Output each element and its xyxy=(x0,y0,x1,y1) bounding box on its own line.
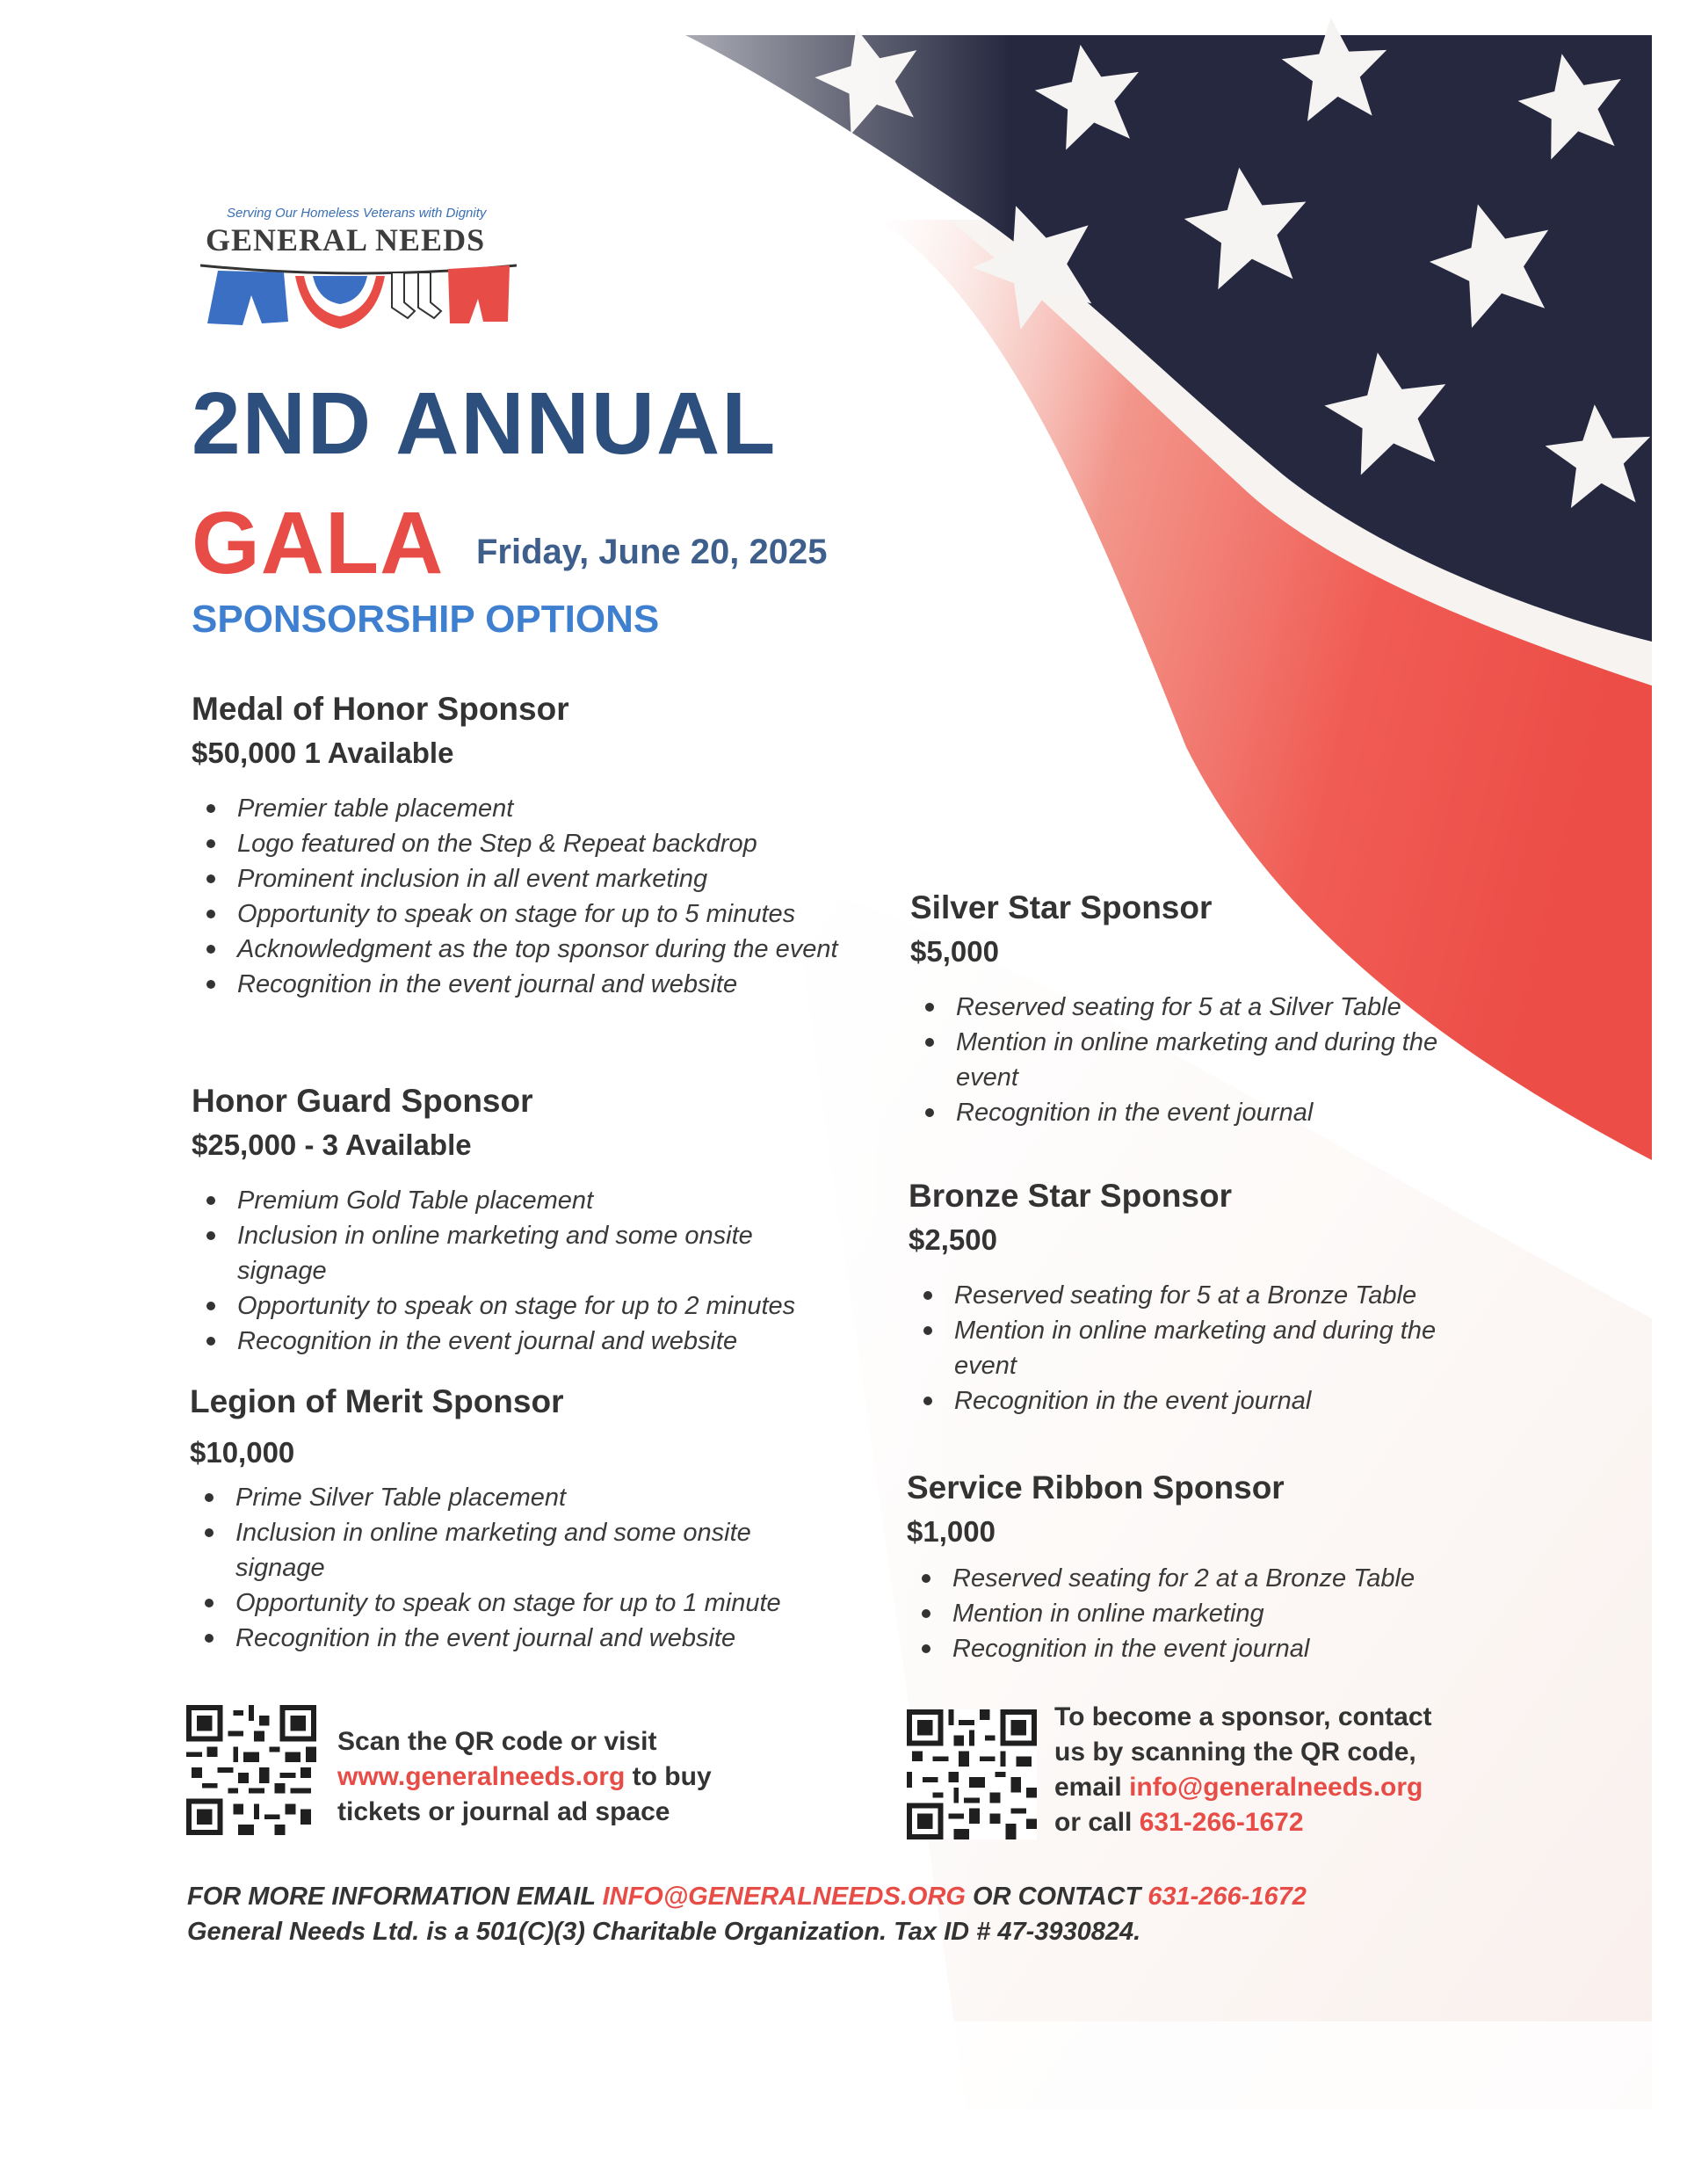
tickets-qr-text xyxy=(337,1724,777,1830)
event-title-line2: GALA xyxy=(192,494,445,592)
benefit-item: Acknowledgment as the top sponsor during the event xyxy=(237,932,842,967)
sponsor-bronze-star xyxy=(909,1178,1471,1419)
event-date: Friday, June 20, 2025 xyxy=(476,533,828,571)
sponsor-name: Service Ribbon Sponsor xyxy=(907,1469,1285,1506)
benefit-list xyxy=(192,1183,842,1359)
benefit-item: Recognition in the event journal and website xyxy=(237,967,842,1002)
contact-qr-text xyxy=(1054,1700,1476,1840)
sponsor-name: Bronze Star Sponsor xyxy=(909,1178,1232,1214)
sponsor-legion-of-merit xyxy=(190,1383,840,1656)
sponsor-name: Legion of Merit Sponsor xyxy=(190,1383,564,1419)
benefit-item: Recognition in the event journal xyxy=(956,1095,1473,1130)
benefit-item: Opportunity to speak on stage for up to 5 minutes xyxy=(237,896,842,932)
tickets-qr-prompt: Scan the QR code or visit xyxy=(337,1727,657,1756)
benefit-item: Recognition in the event journal and website xyxy=(235,1621,840,1656)
footer-legal: General Needs Ltd. is a 501(C)(3) Charitable Organization. Tax ID # 47-3930824. xyxy=(187,1918,1141,1946)
benefit-list xyxy=(907,1561,1469,1666)
benefit-item: Mention in online marketing xyxy=(952,1596,1469,1631)
benefit-item: Logo featured on the Step & Repeat backdrop xyxy=(237,826,842,861)
benefit-item: Mention in online marketing and during the event xyxy=(954,1313,1471,1383)
sponsor-service-ribbon xyxy=(907,1469,1469,1666)
benefit-item: Premium Gold Table placement xyxy=(237,1183,842,1218)
benefit-item: Mention in online marketing and during the event xyxy=(956,1025,1473,1095)
contact-line1: To become a sponsor, contact xyxy=(1054,1702,1432,1731)
benefit-list xyxy=(192,791,842,1002)
logo-name: GENERAL NEEDS xyxy=(206,222,486,258)
benefit-list xyxy=(909,1278,1471,1419)
benefit-item: Inclusion in online marketing and some onsite signage xyxy=(237,1218,842,1288)
benefit-list xyxy=(190,1480,840,1656)
sponsor-name: Silver Star Sponsor xyxy=(910,889,1213,925)
benefit-item: Reserved seating for 2 at a Bronze Table xyxy=(952,1561,1469,1596)
tickets-qr-suffix: to buy tickets or journal ad space xyxy=(337,1762,712,1826)
benefit-item: Prime Silver Table placement xyxy=(235,1480,840,1515)
sponsor-name: Medal of Honor Sponsor xyxy=(192,691,569,727)
benefit-item: Premier table placement xyxy=(237,791,842,826)
sponsorship-options-heading: SPONSORSHIP OPTIONS xyxy=(192,598,660,641)
sponsor-medal-of-honor xyxy=(192,691,842,1002)
sponsor-price: $25,000 - 3 Available xyxy=(192,1128,472,1161)
contact-phone-link[interactable]: 631-266-1672 xyxy=(1139,1808,1304,1837)
benefit-item: Opportunity to speak on stage for up to 2 minutes xyxy=(237,1288,842,1324)
website-link[interactable]: www.generalneeds.org xyxy=(337,1762,626,1791)
benefit-item: Reserved seating for 5 at a Silver Table xyxy=(956,990,1473,1025)
sponsor-price: $10,000 xyxy=(190,1436,295,1469)
general-needs-logo xyxy=(193,202,527,343)
sponsor-honor-guard xyxy=(192,1083,842,1359)
sponsor-price: $5,000 xyxy=(910,935,999,968)
benefit-item: Opportunity to speak on stage for up to 1 minute xyxy=(235,1585,840,1621)
contact-call-label: or call xyxy=(1054,1808,1133,1837)
logo-tagline: Serving Our Homeless Veterans with Dignity xyxy=(227,206,487,221)
footer-info-label: FOR MORE INFORMATION EMAIL xyxy=(187,1883,596,1911)
sponsor-price: $50,000 1 Available xyxy=(192,736,454,769)
footer-email-link[interactable]: INFO@GENERALNEEDS.ORG xyxy=(602,1883,966,1911)
event-title-line1: 2ND ANNUAL xyxy=(192,374,778,473)
benefit-item: Recognition in the event journal xyxy=(952,1631,1469,1666)
sponsor-price: $1,000 xyxy=(907,1515,996,1548)
clothesline-icon xyxy=(200,260,517,339)
benefit-item: Recognition in the event journal xyxy=(954,1383,1471,1419)
footer-phone-link[interactable]: 631-266-1672 xyxy=(1148,1883,1307,1911)
footer-contact-label: OR CONTACT xyxy=(973,1883,1141,1911)
contact-email-label: email xyxy=(1054,1773,1122,1802)
benefit-item: Inclusion in online marketing and some onsite signage xyxy=(235,1515,840,1585)
contact-email-link[interactable]: info@generalneeds.org xyxy=(1129,1773,1423,1802)
benefit-item: Reserved seating for 5 at a Bronze Table xyxy=(954,1278,1471,1313)
footer-info-line xyxy=(187,1883,1307,1912)
benefit-item: Prominent inclusion in all event marketing xyxy=(237,861,842,896)
sponsor-silver-star xyxy=(910,889,1473,1130)
contact-line2: us by scanning the QR code, xyxy=(1054,1738,1416,1767)
benefit-list xyxy=(910,990,1473,1130)
contact-qr-code[interactable] xyxy=(907,1709,1037,1839)
sponsor-name: Honor Guard Sponsor xyxy=(192,1083,533,1119)
tickets-qr-code[interactable] xyxy=(186,1705,316,1835)
benefit-item: Recognition in the event journal and website xyxy=(237,1324,842,1359)
sponsor-price: $2,500 xyxy=(909,1223,997,1256)
